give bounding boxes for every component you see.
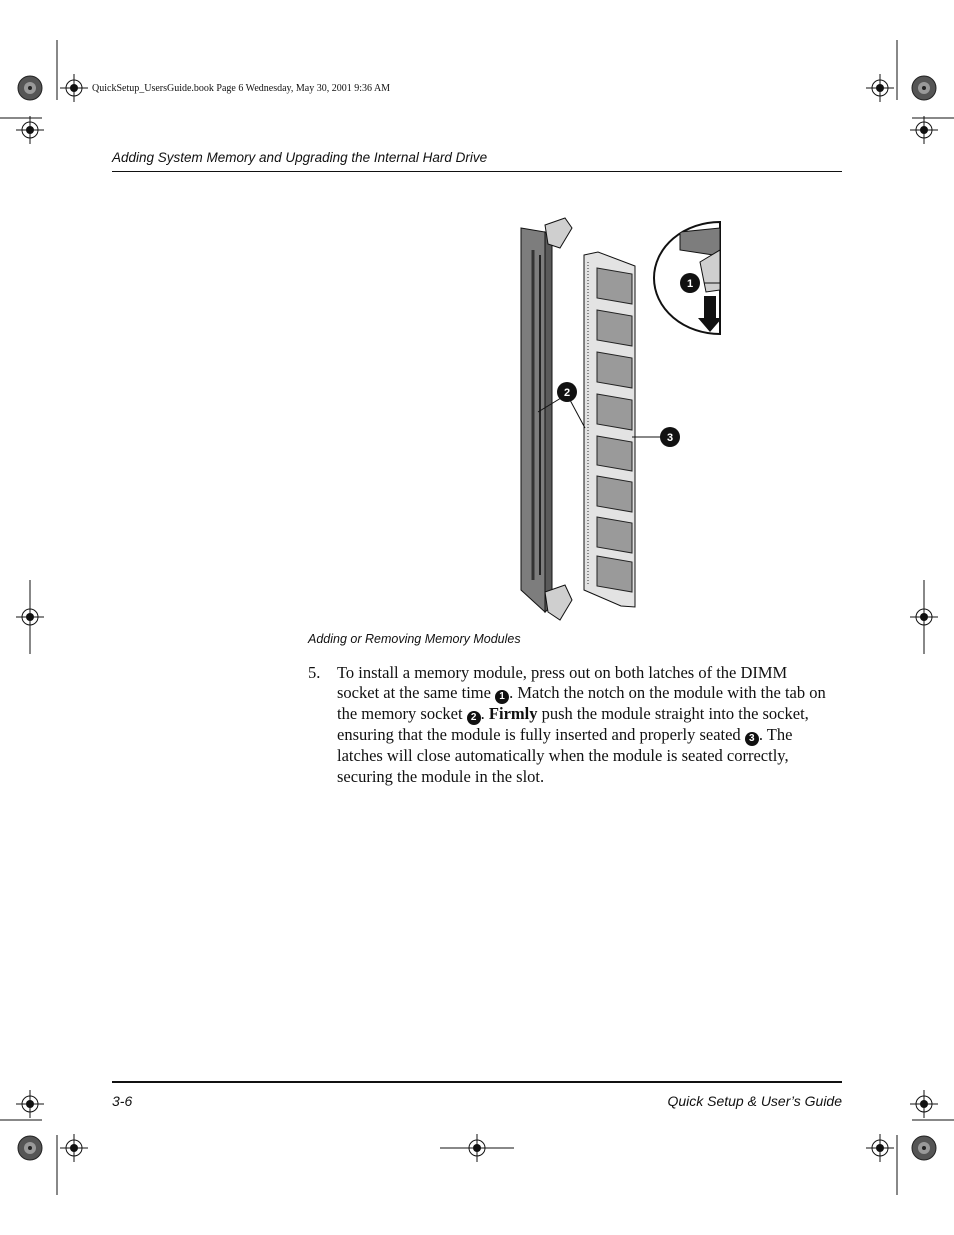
print-slug: QuickSetup_UsersGuide.book Page 6 Wednesday, May 30, 2001 9:36 AM xyxy=(92,83,391,94)
callout-marker-1 xyxy=(680,273,700,293)
callout-label-3: 3 xyxy=(666,432,674,444)
step-number: 5. xyxy=(308,663,321,682)
callout-inline-1: 1 xyxy=(495,690,509,704)
callout-marker-3 xyxy=(660,427,680,447)
dimm-socket xyxy=(521,218,572,620)
running-header: Adding System Memory and Upgrading the Internal Hard Drive xyxy=(112,150,488,165)
step-line: the memory socket 2 . Firmly push the module straight into the socket, xyxy=(337,704,809,724)
step-line: socket at the same time 1 . Match the notch on the module with the tab on xyxy=(337,683,826,703)
page-number: 3-6 xyxy=(112,1093,133,1109)
step-text xyxy=(337,663,848,787)
step-line: ensuring that the module is fully inserted and properly seated 3 . The xyxy=(337,725,793,745)
step-line: To install a memory module, press out on both latches of the DIMM xyxy=(337,663,788,682)
step-5 xyxy=(308,663,848,787)
callout-inline-3: 3 xyxy=(745,732,759,746)
callout-marker-2 xyxy=(557,382,577,402)
step-line: securing the module in the slot. xyxy=(337,766,545,786)
footer-title: Quick Setup & User’s Guide xyxy=(667,1093,842,1109)
callout-label-1: 1 xyxy=(686,278,694,290)
step-line: latches will close automatically when the module is seated correctly, xyxy=(337,746,789,766)
figure-caption: Adding or Removing Memory Modules xyxy=(308,632,521,646)
callout-inline-2: 2 xyxy=(467,711,481,725)
callout-label-2: 2 xyxy=(563,387,571,399)
emphasis-firmly: Firmly xyxy=(488,704,538,724)
footer-rule xyxy=(112,1081,842,1083)
memory-module xyxy=(584,252,635,607)
